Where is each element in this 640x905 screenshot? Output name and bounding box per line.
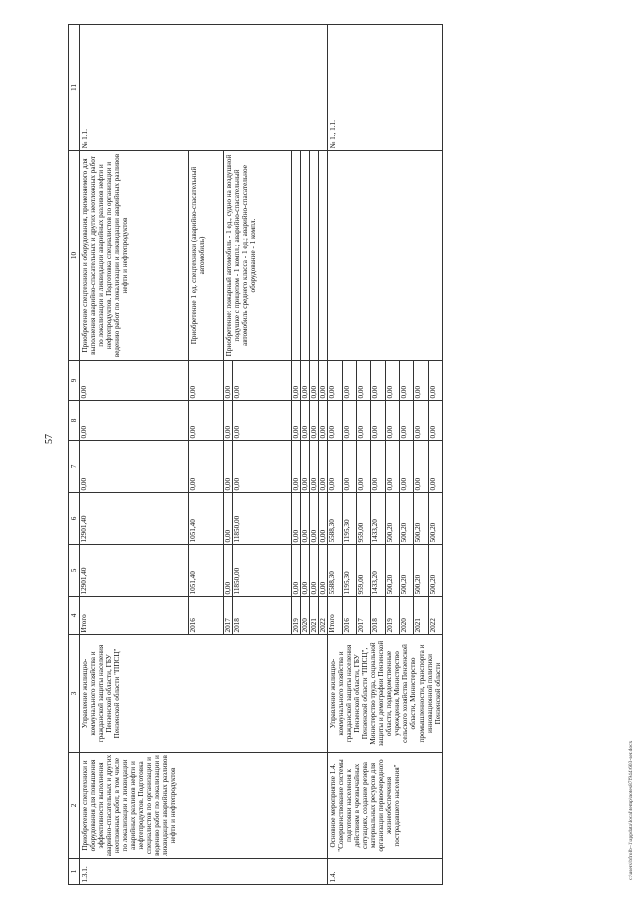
description-cell <box>328 151 443 361</box>
year-cell: 2021 <box>414 597 428 635</box>
value-cell: 0,00 <box>301 545 310 597</box>
value-cell: 0,00 <box>224 441 233 493</box>
value-cell: 0,00 <box>292 401 301 441</box>
page-number: 57 <box>44 434 55 444</box>
value-cell: 0,00 <box>357 401 371 441</box>
value-cell: 0,00 <box>371 401 385 441</box>
value-cell: 0,00 <box>319 361 328 401</box>
value-cell: 0,00 <box>310 361 319 401</box>
value-cell: 0,00 <box>301 441 310 493</box>
header-cell: 7 <box>69 441 80 493</box>
year-cell: 2021 <box>310 597 319 635</box>
value-cell: 0,00 <box>400 361 414 401</box>
description-cell <box>310 151 319 361</box>
description-cell <box>301 151 310 361</box>
header-cell: 4 <box>69 597 80 635</box>
value-cell: 0,00 <box>224 361 233 401</box>
value-cell: 0,00 <box>301 401 310 441</box>
value-cell: 0,00 <box>428 441 442 493</box>
value-cell: 0,00 <box>189 361 224 401</box>
value-cell: 0,00 <box>233 361 292 401</box>
indicator-ref: № 1.1. <box>80 25 328 151</box>
header-cell: 9 <box>69 361 80 401</box>
value-cell: 0,00 <box>310 545 319 597</box>
program-table <box>68 24 443 885</box>
header-cell: 8 <box>69 401 80 441</box>
header-cell: 1 <box>69 859 80 885</box>
table-row <box>80 25 189 885</box>
year-cell: 2016 <box>189 597 224 635</box>
value-cell: 1195,30 <box>342 493 356 545</box>
value-cell: 0,00 <box>342 401 356 441</box>
header-cell: 11 <box>69 25 80 151</box>
value-cell: 0,00 <box>292 361 301 401</box>
value-cell: 0,00 <box>400 401 414 441</box>
value-cell: 0,00 <box>224 401 233 441</box>
header-cell: 5 <box>69 545 80 597</box>
value-cell: 0,00 <box>233 401 292 441</box>
year-cell: 2022 <box>319 597 328 635</box>
value-cell: 0,00 <box>319 441 328 493</box>
value-cell: 0,00 <box>414 441 428 493</box>
value-cell: 0,00 <box>310 401 319 441</box>
value-cell: 0,00 <box>292 545 301 597</box>
value-cell: 1433,20 <box>371 545 385 597</box>
year-cell: 2019 <box>385 597 399 635</box>
value-cell: 0,00 <box>80 361 189 401</box>
value-cell: 500,20 <box>414 493 428 545</box>
value-cell: 1195,30 <box>342 545 356 597</box>
value-cell: 0,00 <box>342 361 356 401</box>
year-cell: Итого <box>80 597 189 635</box>
value-cell: 5588,30 <box>328 493 342 545</box>
value-cell: 500,20 <box>428 493 442 545</box>
value-cell: 0,00 <box>357 361 371 401</box>
value-cell: 1051,40 <box>189 545 224 597</box>
year-cell: 2022 <box>428 597 442 635</box>
value-cell: 959,00 <box>357 545 371 597</box>
executor: Управление жилищно-коммунального хозяйства и гражданской защиты населения Пензенской области, ГБУ Пензенской области "ППСЦ" <box>80 635 328 753</box>
year-cell: 2017 <box>357 597 371 635</box>
header-cell: 6 <box>69 493 80 545</box>
value-cell: 0,00 <box>328 361 342 401</box>
value-cell: 0,00 <box>428 361 442 401</box>
header-row <box>69 25 80 885</box>
value-cell: 0,00 <box>328 441 342 493</box>
indicator-ref: № 1., 1.1. <box>328 25 443 151</box>
value-cell: 1433,20 <box>371 493 385 545</box>
header-cell: 2 <box>69 753 80 859</box>
header-cell: 3 <box>69 635 80 753</box>
value-cell: 0,00 <box>310 441 319 493</box>
value-cell: 0,00 <box>319 401 328 441</box>
rotated-page <box>68 25 618 885</box>
value-cell: 0,00 <box>189 401 224 441</box>
value-cell: 1051,40 <box>189 493 224 545</box>
value-cell: 0,00 <box>189 441 224 493</box>
table-row <box>328 25 342 885</box>
value-cell: 500,20 <box>400 545 414 597</box>
measure-name: Приобретение спецтехники и оборудования для повышения эффективности выполнения аварийно-спасательных и других неотложных работ, в том числе по локализации и ликвидации аварийных разливов нефти и нефтепродуктов. Подготовка специалистов по организации и ведению работ по локализации и ликвидации аварийных разливов нефти и нефтепродуктов <box>80 753 328 859</box>
value-cell: 0,00 <box>342 441 356 493</box>
value-cell: 0,00 <box>233 441 292 493</box>
measure-name: Основное мероприятие 1.4. "Совершенствование системы подготовки населения к действиям в чрезвычайных ситуациях, создание резерва материальных ресурсов для организации первоочередного жизнеобеспечения пострадавшего населения" <box>328 753 443 859</box>
year-cell: 2018 <box>371 597 385 635</box>
value-cell: 0,00 <box>371 361 385 401</box>
footer-file-path: c:\users\bfrolb~1\appdata\local\temp\notes87f944\603-ser.docx <box>628 740 634 880</box>
year-cell: 2020 <box>301 597 310 635</box>
value-cell: 0,00 <box>292 493 301 545</box>
value-cell: 0,00 <box>385 361 399 401</box>
value-cell: 500,20 <box>385 493 399 545</box>
value-cell: 5588,30 <box>328 545 342 597</box>
year-cell: 2018 <box>233 597 292 635</box>
value-cell: 0,00 <box>319 545 328 597</box>
value-cell: 0,00 <box>371 441 385 493</box>
value-cell: 0,00 <box>385 441 399 493</box>
value-cell: 0,00 <box>400 441 414 493</box>
value-cell: 11850,00 <box>233 493 292 545</box>
row-number: 1.4. <box>328 859 443 885</box>
value-cell: 0,00 <box>319 493 328 545</box>
header-cell: 10 <box>69 151 80 361</box>
value-cell: 0,00 <box>414 361 428 401</box>
value-cell: 0,00 <box>428 401 442 441</box>
value-cell: 500,20 <box>414 545 428 597</box>
executor: Управление жилищно-коммунального хозяйства и гражданской защиты населения Пензенской области, ГБУ Пензенской области "ППСЦ", Министерство труда, социальной защиты и демографии Пензенской области, подведомственные учреждения, Министерство сельского хозяйства Пензенской области, Министерство промышленности, транспорта и инновационной политики Пензенской области <box>328 635 443 753</box>
value-cell: 0,00 <box>301 493 310 545</box>
year-cell: 2019 <box>292 597 301 635</box>
value-cell: 0,00 <box>357 441 371 493</box>
value-cell: 12901,40 <box>80 545 189 597</box>
value-cell: 500,20 <box>400 493 414 545</box>
value-cell: 0,00 <box>224 493 233 545</box>
description-cell: Приобретение 1 ед. спецтехники (аварийно-спасательный автомобиль) <box>189 151 224 361</box>
value-cell: 12901,40 <box>80 493 189 545</box>
value-cell: 0,00 <box>224 545 233 597</box>
value-cell: 0,00 <box>310 493 319 545</box>
value-cell: 500,20 <box>428 545 442 597</box>
year-cell: 2017 <box>224 597 233 635</box>
row-number: 1.3.1. <box>80 859 328 885</box>
description-cell: Приобретение спецтехники и оборудования, применяемого для выполнения аварийно-спасательных и других неотложных работ по локализации и ликвидации аварийных разливов нефти и нефтепродуктов. Подготовка специалистов по организации и ведению работ по локализации и ликвидации аварийных разливов нефти и нефтепродуктов <box>80 151 189 361</box>
value-cell: 0,00 <box>80 441 189 493</box>
year-cell: 2020 <box>400 597 414 635</box>
value-cell: 500,20 <box>385 545 399 597</box>
description-cell <box>319 151 328 361</box>
value-cell: 959,00 <box>357 493 371 545</box>
value-cell: 0,00 <box>328 401 342 441</box>
value-cell: 0,00 <box>385 401 399 441</box>
year-cell: 2016 <box>342 597 356 635</box>
year-cell: Итого <box>328 597 342 635</box>
description-cell <box>292 151 301 361</box>
value-cell: 11850,00 <box>233 545 292 597</box>
description-cell: Приобретение: пожарный автомобиль - 1 ед., судно на воздушной подушке с прицепом - 1 компл.; аварийно-спасательный автомобиль среднего класса - 1 ед.; аварийно-спасательное оборудование - 1 компл. <box>224 151 292 361</box>
value-cell: 0,00 <box>301 361 310 401</box>
value-cell: 0,00 <box>80 401 189 441</box>
value-cell: 0,00 <box>414 401 428 441</box>
value-cell: 0,00 <box>292 441 301 493</box>
